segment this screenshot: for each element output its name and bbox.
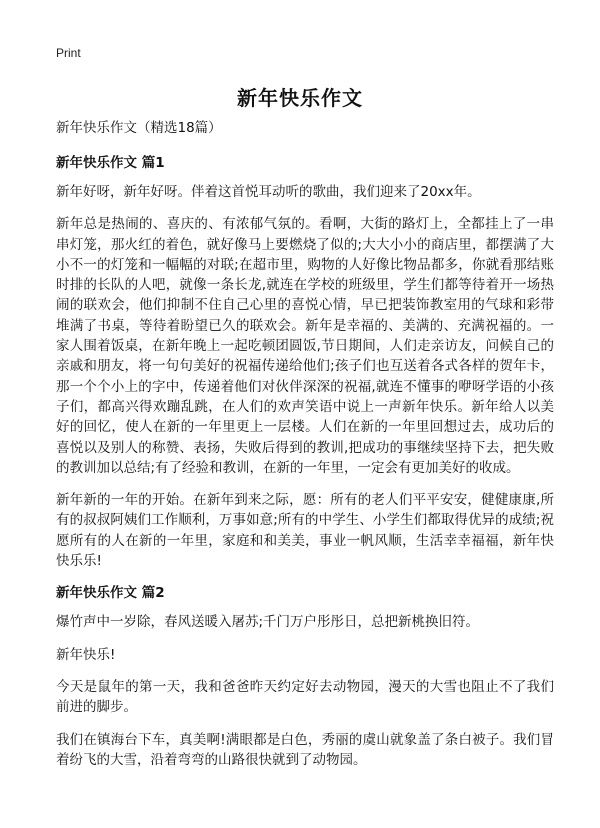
- section-heading: 新年快乐作文 篇1: [56, 155, 165, 171]
- document-subtitle: 新年快乐作文（精选18篇）: [56, 120, 222, 136]
- section-heading: 新年快乐作文 篇2: [56, 585, 165, 602]
- paragraph: 今天是鼠年的第一天，我和爸爸昨天约定好去动物园，漫天的大雪也阻止不了我们前进的脚步。: [56, 678, 554, 716]
- paragraph: 新年新的一年的开始。在新年到来之际，愿：所有的老人们平平安安，健健康康,所有的叔叔阿姨们工作顺利，万事如意;所有的中学生、小学生们都取得优异的成绩;祝愿所有的人在新的一年里，家庭和和美美，事业一帆风顺，生活幸幸福福，新年快快乐乐!: [56, 492, 554, 570]
- paragraph: 爆竹声中一岁除，春风送暖入屠苏;千门万户彤彤日，总把新桃换旧符。: [56, 614, 480, 631]
- document-body: [56, 118, 554, 782]
- document-title: 新年快乐作文: [237, 86, 363, 110]
- paragraph: 新年总是热闹的、喜庆的、有浓郁气氛的。看啊，大街的路灯上，全都挂上了一串串灯笼，那火红的着色，就好像马上要燃烧了似的;大大小小的商店里，都摆满了大小不一的灯笼和一幅幅的对联;在超市里，购物的人好像比物品都多，你就看那结账时排的长队的人吧，就像一条长龙,就连在学校的班级里，学生们都等待着开一场热闹的联欢会，他们抑制不住自己心里的喜悦心情，早已把装饰教室用的气球和彩带堆满了书桌，等待着盼望已久的联欢会。新年是幸福的、美满的、充满祝福的。一家人围着饭桌，在新年晚上一起吃顿团圆饭,节日期间，人们走亲访友，问候自己的亲戚和朋友，将一句句美好的祝福传递给他们;孩子们也互送着各式各样的贺年卡，那一个个小上的字中，传递着他们对伙伴深深的祝福,就连不懂事的咿呀学语的小孩子们，都高兴得欢蹦乱跳，在人们的欢声笑语中说上一声新年快乐。新年给人以美好的回忆，使人在新的一年里更上一层楼。人们在新的一年里回想过去，成功后的喜悦以及别人的称赞、表扬，失败后得到的教训,把成功的事继续坚持下去，把失败的教训加以总结;有了经验和教训，在新的一年里，一定会有更加美好的收成。: [56, 216, 554, 476]
- paragraph: 我们在镇海台下车，真美啊!满眼都是白色，秀丽的虞山就象盖了条白被子。我们冒着纷飞的大雪，沿着弯弯的山路很快就到了动物园。: [56, 731, 554, 768]
- paragraph: 新年快乐!: [56, 646, 116, 663]
- paragraph: 新年好呀，新年好呀。伴着这首悦耳动听的歌曲，我们迎来了20xx年。: [56, 184, 481, 200]
- print-label: Print: [56, 46, 81, 60]
